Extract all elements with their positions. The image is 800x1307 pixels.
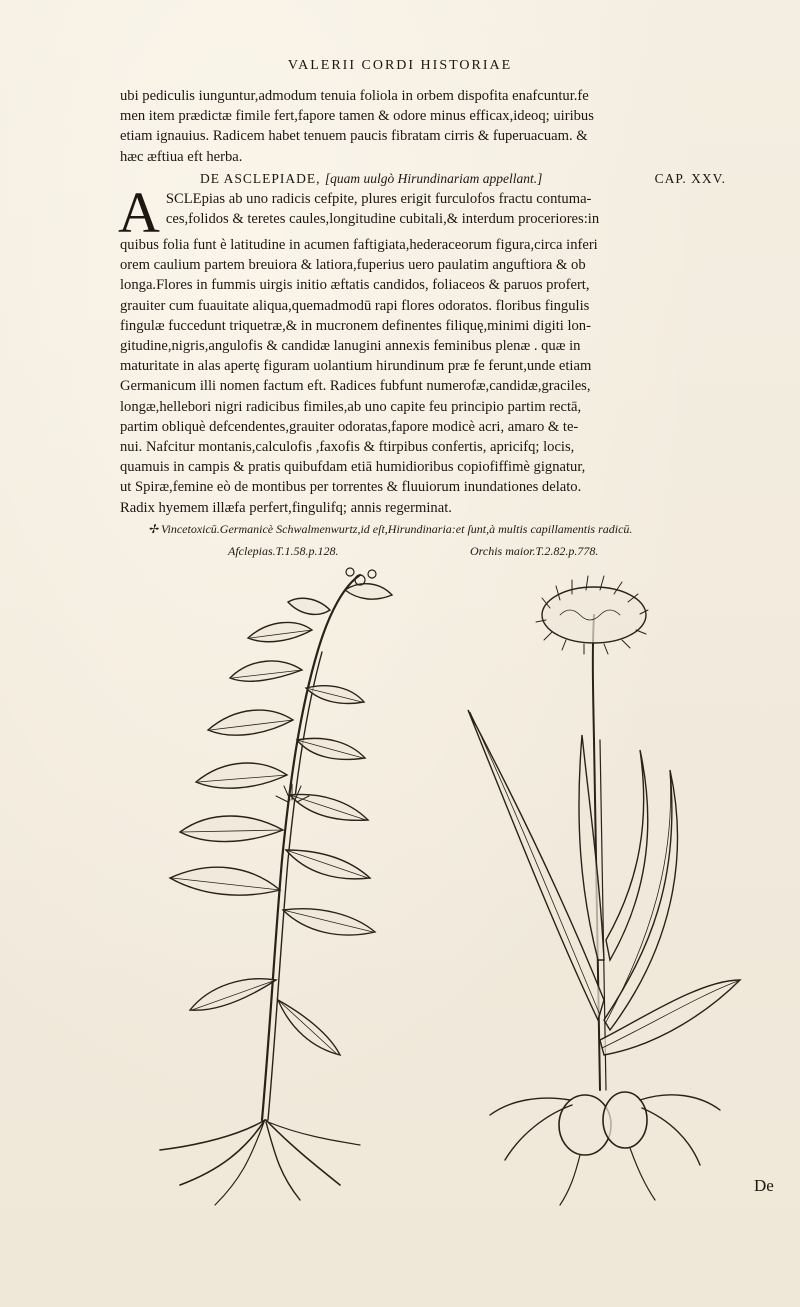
caption-right: Orchis maior.T.2.82.p.778. <box>470 544 599 558</box>
intro-line: men item prædictæ fimile fert,fapore tamen & odore minus efficax,ideoq; uiribus <box>120 108 594 125</box>
text-block <box>120 86 766 518</box>
woodcut-plate <box>0 560 800 1210</box>
body-line: grauiter cum fuauitate aliqua,quemadmodū rapi flores odoratos. floribus fingulis <box>120 297 590 314</box>
chapter-subtitle: [quam uulgò Hirundinariam appellant.] <box>324 170 543 186</box>
body-line: longæ,hellebori nigri radicibus fimiles,ab uno capite feu principio partim rectā, <box>120 398 582 415</box>
caption-left: Afclepias.T.1.58.p.128. <box>228 544 339 558</box>
body-line: orem caulium partem breuiora & latiora,fuperius uero paulatim anguftiora & ob <box>120 257 586 274</box>
orchis-woodcut <box>468 576 740 1205</box>
intro-line: ubi pediculis iunguntur,admodum tenuia foliola in orbem dispofita enafcuntur.fe <box>120 88 589 104</box>
body-line: ut Spiræ,femine eò de montibus per torrentes & fluuiorum inundationes delato. <box>120 479 582 496</box>
body-line: longa.Flores in fummis uirgis initio æftatis candidos, foliaceos & paruos profert, <box>120 277 590 294</box>
chapter-body <box>118 180 766 518</box>
body-line: Germanicum illi nomen factum eft. Radices fubfunt numerofæ,candidæ,graciles, <box>120 378 591 395</box>
intro-line: hæc æftiua eft herba. <box>120 148 243 165</box>
body-line: nui. Nafcitur montanis,calculofis ,faxofis & ftirpibus confertis, apricifq; locis, <box>120 439 575 456</box>
body-line: ces,folidos & teretes caules,longitudine cubitali,& interdum proceriores:in <box>165 211 600 228</box>
drop-cap: A <box>118 180 160 246</box>
chapter-heading <box>120 169 766 189</box>
asclepias-woodcut <box>160 568 392 1205</box>
body-line: quamuis in campis & pratis quibufdam etiā humidioribus copiofiffimè gignatur, <box>120 459 586 476</box>
running-head: VALERII CORDI HISTORIAE <box>287 58 513 73</box>
body-line: gitudine,nigris,angulofis & candidæ lanugini annexis feminibus plenæ . quæ in <box>120 338 581 355</box>
catchword: De <box>754 1176 774 1195</box>
marginal-note: ✢ Vincetoxicū.Germanicè Schwalmenwurtz,id eſt,Hirundinaria:et ſunt,à multis capillamentis radicū. <box>148 522 633 536</box>
body-line: SCLEpias ab uno radicis cefpite, plures erigit furculofos fractu contuma- <box>165 191 592 208</box>
chapter-number: CAP. XXV. <box>654 170 726 186</box>
chapter-title: DE ASCLEPIADE, <box>200 170 321 186</box>
body-line: quibus folia funt è latitudine in acumen faftigiata,hederaceorum figura,circa inferi <box>120 237 598 254</box>
body-line: partim obliquè defcendentes,grauiter odoratas,fapore modicè acri, amaro & te- <box>120 418 579 435</box>
body-line: Radix hyemem illæfa perfert,fingulifq; annis regerminat. <box>120 499 452 516</box>
body-line: maturitate in alas apertę figuram uolantium hirundinum præ fe ferunt,unde etiam <box>120 358 592 375</box>
body-line: fingulæ fuccedunt triquetræ,& in mucronem definentes filiquę,minimi digiti lon- <box>120 317 591 334</box>
intro-line: etiam ignauius. Radicem habet tenuem paucis fibratam cirris & fuperuacuam. & <box>120 128 588 145</box>
